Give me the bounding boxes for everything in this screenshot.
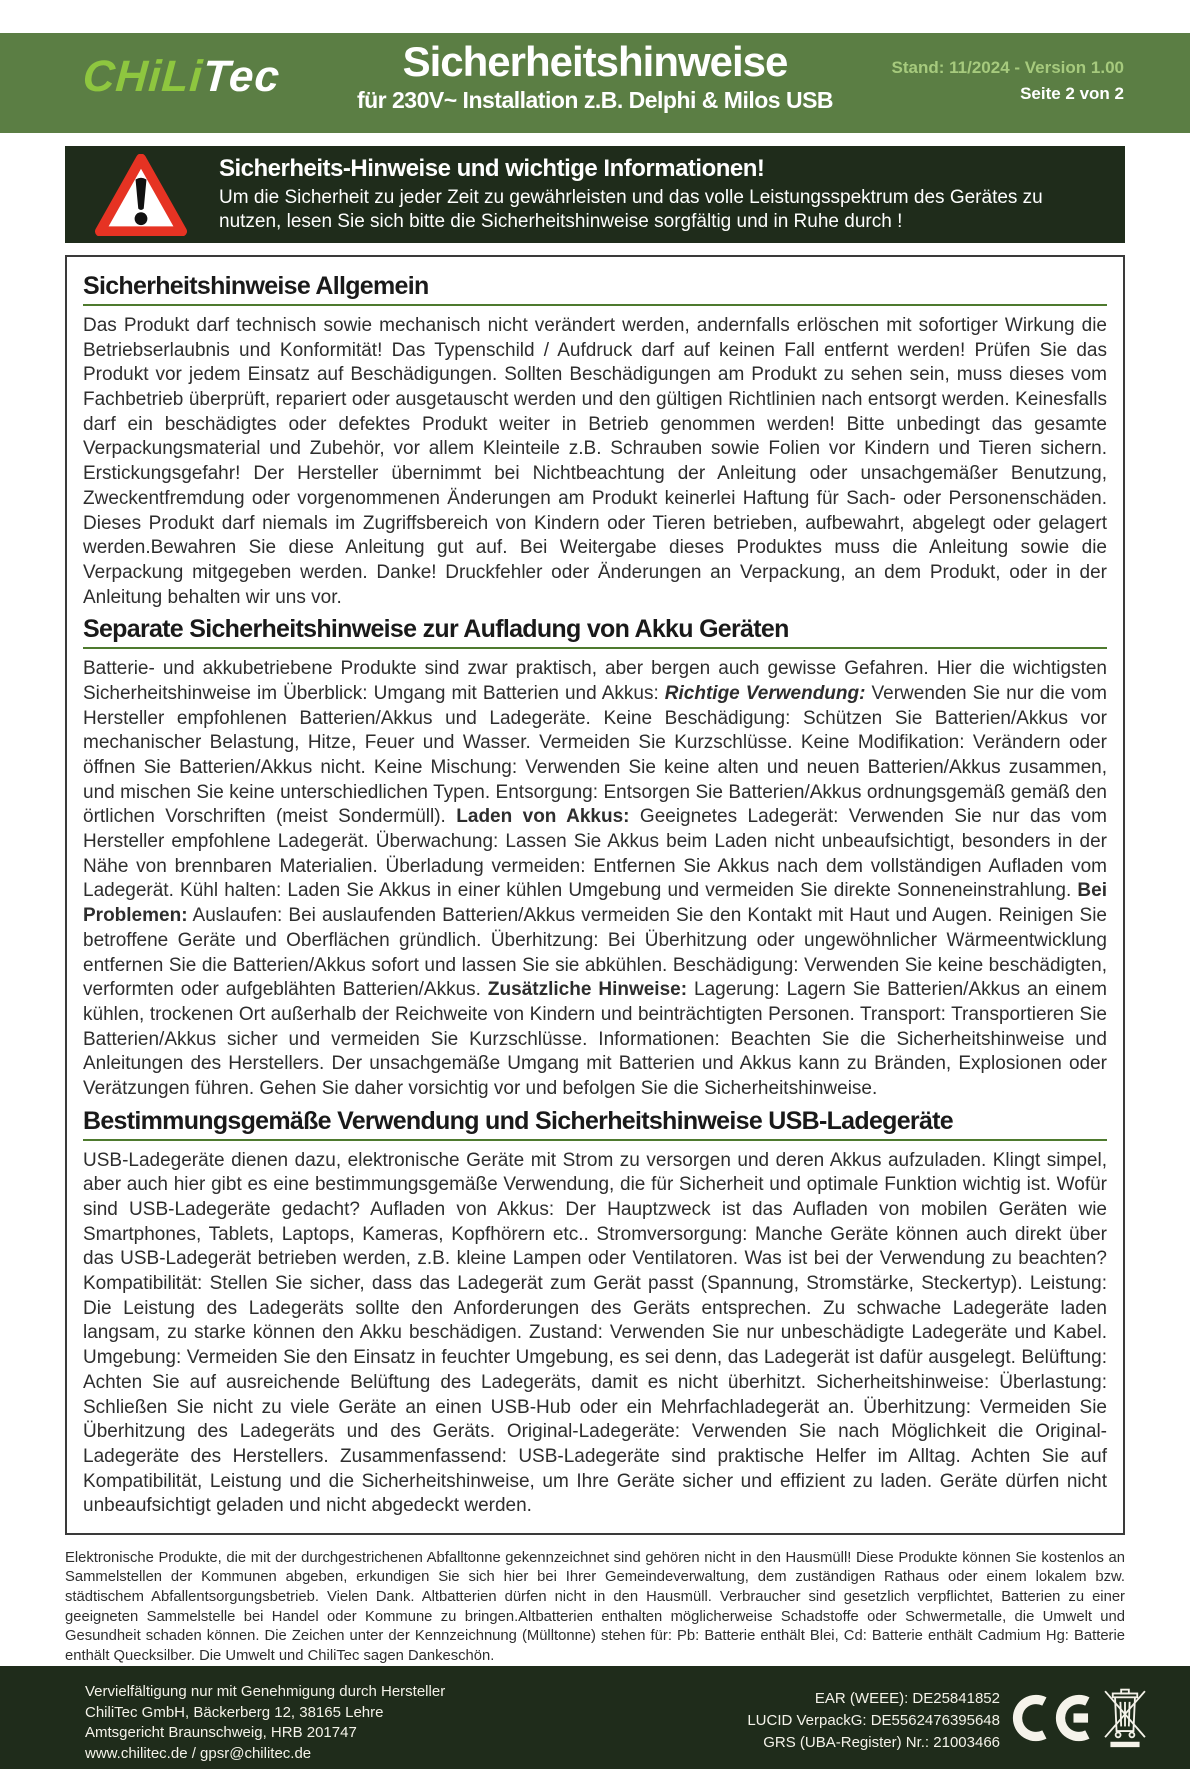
header-bar — [0, 33, 1190, 133]
section-allgemein — [83, 267, 1107, 610]
safety-content-box — [65, 255, 1125, 1535]
footer-line: www.chilitec.de / gpsr@chilitec.de — [85, 1744, 312, 1762]
footer-line: GRS (UBA-Register) Nr.: 21003466 — [763, 1733, 1000, 1751]
version-label: Stand: 11/2024 - Version 1.00 — [891, 58, 1124, 77]
warning-title: Sicherheits-Hinweise und wichtige Informationen! — [219, 155, 765, 183]
body-text-bold: Zusätzliche Hinweise: — [487, 979, 688, 1001]
page-title: Sicherheitshinweise — [402, 38, 788, 85]
body-text: USB-Ladegeräte dienen dazu, elektronische Geräte mit Strom zu versorgen und deren Akkus aufzuladen. Klingt simpel, aber auch hier gibt es eine bestimmungsgemäße Verwendung, die für Sicherheit und optimale Funktion wichtig ist. Wofür sind USB-Ladegeräte gedacht? Aufladen von Akkus: Der Hauptzweck ist das Aufladen von mobilen Geräten wie Smartphones, Tablets, Laptops, Kameras, Kopfhörern etc.. Stromversorgung: Manche Geräte können auch direkt über das USB-Ladegerät betrieben werden, z.B. kleine Lampen oder Ventilatoren. Was ist bei der Verwendung zu beachten? Kompatibilität: Stellen Sie sicher, dass das Ladegerät zum Gerät passt (Spannung, Stromstärke, Steckertyp). Leistung: Die Leistung des Ladegeräts sollte den Anforderungen des Geräts entsprechen. Zu schwache Ladegeräte laden langsam, zu starke können den Akku beschädigen. Zustand: Verwenden Sie nur unbeschädigte Ladegeräte und Kabel. Umgebung: Vermeiden Sie den Einsatz in feuchter Umgebung, es sei denn, das Ladegerät ist dafür ausgelegt. Belüftung: Achten Sie auf ausreichende Belüftung des Ladegeräts, damit es nicht überhitzt. Sicherheitshinweise: Überlastung: Schließen Sie nicht zu viele Geräte an einen USB-Hub oder ein Mehrfachladegerät an. Überhitzung: Vermeiden Sie Überhitzung des Ladegeräts und des Geräts. Original-Ladegeräte: Verwenden Sie nach Möglichkeit die Original-Ladegeräte des Herstellers. Zusammenfassend: USB-Ladegeräte sind praktische Helfer im Alltag. Achten Sie auf Kompatibilität, Leistung und die Sicherheitshinweise, um Ihre Geräte sicher und effizient zu laden. Geräte dürfen nicht unbeaufsichtigt geladen und nicht abgedeckt werden. — [83, 1149, 1107, 1517]
body-text: Batterie- und akkubetriebene Produkte sind zwar praktisch, aber bergen auch gewisse Gefahren. Hier die wichtigsten Sicherheitshinweise im Überblick: Umgang mit Batterien und Akkus: — [83, 658, 1107, 704]
header-meta — [892, 55, 1124, 106]
footer-line: Vervielfältigung nur mit Genehmigung durch Hersteller — [85, 1683, 446, 1701]
section-body — [83, 1149, 1107, 1519]
footer-line: Amtsgericht Braunschweig, HRB 201747 — [85, 1724, 357, 1742]
logo-text-chili: CHiLi — [81, 52, 205, 101]
body-text: Verwenden Sie nur die vom Hersteller empfohlenen Batterien/Akkus und Ladegeräte. Keine Beschädigung: Schützen Sie Batterien/Akkus vor mechanischer Belastung, Hitze, Feuer und Wasser. Vermeiden Sie Kurzschlüsse. Keine Modifikation: Verändern oder öffnen Sie Batterien/Akkus nicht. Keine Mischung: Verwenden Sie keine alten und neuen Batterien/Akkus zusammen, und mischen Sie keine unterschiedlichen Typen. Entsorgung: Entsorgen Sie Batterien/Akkus ordnungsgemäß gemäß den örtlichen Vorschriften (meist Sondermüll). — [83, 682, 1108, 828]
section-heading: Bestimmungsgemäße Verwendung und Sicherheitshinweise USB-Ladegeräte — [83, 1106, 953, 1135]
footer-line: ChiliTec GmbH, Bäckerberg 12, 38165 Lehre — [85, 1703, 384, 1721]
footer-left — [85, 1682, 445, 1764]
section-usb — [83, 1102, 1107, 1519]
body-text: Das Produkt darf technisch sowie mechanisch nicht verändert werden, andernfalls erlöschen mit sofortiger Wirkung die Betriebserlaubnis und Konformität! Das Typenschild / Aufdruck darf auf keinen Fall entfernt werden! Prüfen Sie das Produkt vor jedem Einsatz auf Beschädigungen. Sollten Beschädigungen am Produkt zu sehen sein, muss dieses vom Fachbetrieb überprüft, repariert oder ausgetauscht werden und den gültigen Richtlinien nach entsorgt werden. Keinesfalls darf ein beschädigtes oder defektes Produkt weiter in Betrieb genommen werden! Bitte unbedingt das gesamte Verpackungsmaterial und Zubehör, vor allem Kleinteile z.B. Schrauben sowie Folien vor Kindern und Tieren sichern. Erstickungsgefahr! Der Hersteller übernimmt bei Nichtbeachtung der Anleitung oder unsachgemäßer Benutzung, Zweckentfremdung oder vorgenommenen Änderungen am Produkt keinerlei Haftung für Sach- oder Personenschäden. Dieses Produkt darf niemals im Zugriffsbereich von Kindern oder Tieren betrieben, aufbewahrt, abgelegt oder gelagert werden.Bewahren Sie diese Anleitung gut auf. Bei Weitergabe dieses Produktes muss die Anleitung sowie die Verpackung mitgegeben werden. Danke! Druckfehler oder Änderungen an Verpackung, an dem Produkt, oder in der Anleitung behalten wir uns vor. — [83, 315, 1107, 608]
section-body — [83, 657, 1107, 1101]
warning-triangle-icon — [95, 154, 187, 236]
section-heading: Sicherheitshinweise Allgemein — [83, 272, 429, 300]
footer-line: EAR (WEEE): DE25841852 — [814, 1690, 1000, 1708]
body-text-bold: Bei Problemen: — [83, 880, 1107, 927]
page-number-label: Seite 2 von 2 — [1020, 83, 1124, 103]
body-text: Auslaufen: Bei auslaufenden Batterien/Akkus vermeiden Sie den Kontakt mit Haut und Augen. Reinigen Sie betroffene Geräte und Oberflächen gründlich. Überhitzung: Bei Überhitzung oder ungewöhnlicher Wärmeentwicklung entfernen Sie die Batterien/Akkus sofort und lassen Sie sie abkühlen. Beschädigung: Verwenden Sie keine beschädigten, verformten oder aufgeblähten Batterien/Akkus. — [83, 905, 1107, 1001]
logo-text-tec: Tec — [201, 52, 282, 101]
section-rule — [83, 304, 1107, 306]
warning-text-block — [219, 155, 1125, 234]
body-text-bold: Laden von Akkus: — [456, 806, 630, 828]
body-text-bold: Richtige Verwendung: — [664, 682, 866, 704]
body-text: Lagerung: Lagern Sie Batterien/Akkus an einem kühlen, trockenen Ort außerhalb der Reichweite von Kindern und beinträchtigten Personen. Transport: Transportieren Sie Batterien/Akkus sicher und vermeiden Sie Kurzschlüsse. Informationen: Beachten Sie die Sicherheitshinweise und Anleitungen des Herstellers. Der unsachgemäße Umgang mit Batterien und Akkus kann zu Bränden, Explosionen oder Verätzungen führen. Gehen Sie daher vorsichtig vor und befolgen Sie die Sicherheitshinweise. — [83, 979, 1107, 1099]
body-text: Geeignetes Ladegerät: Verwenden Sie nur das vom Hersteller empfohlene Ladegerät. Überwachung: Lassen Sie Akkus beim Laden nicht unbeaufsichtigt, besonders in der Nähe von brennbaren Materialien. Überladung vermeiden: Entfernen Sie Akkus nach dem vollständigen Aufladen vom Ladegerät. Kühl halten: Laden Sie Akkus in einer kühlen Umgebung und vermeiden Sie direkte Sonneneinstrahlung. — [83, 806, 1108, 902]
ce-mark-icon — [1010, 1694, 1092, 1742]
section-rule — [83, 647, 1107, 649]
warning-body: Um die Sicherheit zu jeder Zeit zu gewährleisten und das volle Leistungsspektrum des Gerätes zu nutzen, lesen Sie sich bitte die Sicherheitshinweise sorgfältig und in Ruhe durch ! — [219, 187, 1043, 232]
page-subtitle: für 230V~ Installation z.B. Delphi & Milos USB — [356, 87, 834, 114]
warning-banner — [65, 146, 1125, 243]
section-body — [83, 314, 1107, 610]
section-heading: Separate Sicherheitshinweise zur Aufladung von Akku Geräten — [83, 615, 789, 644]
disposal-note: Elektronische Produkte, die mit der durchgestrichenen Abfalltonne gekennzeichnet sind gehören nicht in den Hausmüll! Diese Produkte können Sie kostenlos an Sammelstellen der Kommunen abgeben, erkundigen Sie sich hier bei Ihrer Gemeindeverwaltung, dem zuständigen Rathaus oder einem lokalem bzw. städtischem Abfallentsorgungsbetrieb. Vielen Dank. Altbatterien dürfen nicht in den Hausmüll. Verbraucher sind gesetzlich verpflichtet, Batterien zu einer geeigneten Sammelstelle bei Handel oder Kommune zu bringen.Altbatterien enthalten möglicherweise Schadstoffe oder Schwermetalle, die Umwelt und Gesundheit schaden können. Die Zeichen unter der Kennzeichnung (Mülltonne) stehen für: Pb: Batterie enthält Blei, Cd: Batterie enthält Cadmium Hg: Batterie enthält Quecksilber. Die Umwelt und ChiliTec sagen Dankeschön. — [65, 1549, 1125, 1664]
footer-bar — [0, 1666, 1190, 1769]
weee-bin-icon — [1102, 1686, 1148, 1750]
section-rule — [83, 1139, 1107, 1141]
section-akku — [83, 610, 1107, 1101]
footer-line: LUCID VerpackG: DE5562476395648 — [747, 1711, 1000, 1729]
footer-right — [747, 1688, 1000, 1753]
